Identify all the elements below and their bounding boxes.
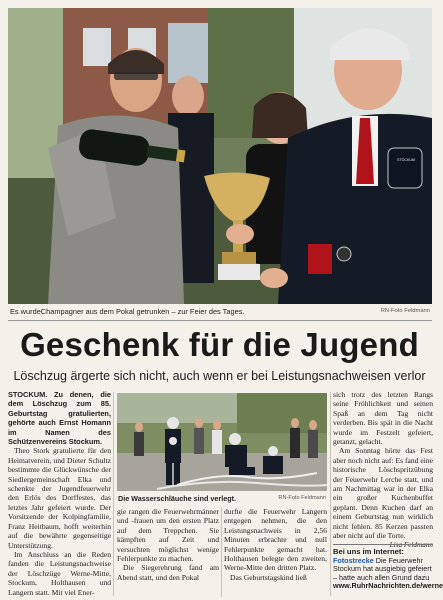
article-paragraph: gie rangen die Feuerwehrmänner und -frauen um den ersten Platz auf dem Treppchen. Sie kämpften auf Zeit und versuchten möglichst wenige Fehlerpunkte zu machen.: [117, 507, 219, 564]
article-headline: Geschenk für die Jugend: [20, 326, 419, 363]
article-column-4: [333, 390, 433, 549]
infobox-link-label[interactable]: Fotostrecke: [333, 555, 374, 565]
column-rule: [221, 507, 222, 597]
infobox-text: [333, 557, 433, 583]
column-rule: [113, 392, 114, 596]
caption-divider: [8, 320, 432, 321]
main-photo-illustration: [8, 8, 432, 304]
article-lead: STOCKUM. Zu denen, die dem Löschzug zum 85. Geburtstag gratulierten, gehörte auch Ernst Homann im Namen des Schützenvereins Stockum.: [8, 390, 111, 447]
infobox-description: Die Feuerwehr Stockum hat ausgiebig gefeiert – hatte auch allen Grund dazu: [333, 555, 432, 582]
hose-photo-illustration: [117, 393, 327, 491]
main-photo-caption: Es wurdeChampagner aus dem Pokal getrunken – zur Feier des Tages.: [10, 307, 245, 316]
infobox-url[interactable]: www.RuhrNachrichten.de/werne: [333, 581, 443, 591]
article-column-1: [8, 390, 111, 596]
article-subheadline: Löschzug ärgerte sich nicht, auch wenn er bei Leistungsnachweisen verlor: [13, 369, 426, 383]
article-paragraph: durfte die Feuerwehr Langern entgegen nehmen, die den Leistungsnachweis in 2,56 Minuten erbrachte und null Fehlerpunkte gemacht hat. Holthausen belegte den zweiten, Werne-Mitte den dritten Platz.: [224, 507, 327, 573]
article-paragraph: Im Anschluss an die Reden fanden die Leistungsnachweise der Löschzüge Werne-Mitte, Stockum, Holthausen und Langern statt. Mit viel Ener-: [8, 549, 111, 597]
hose-photo: [117, 393, 327, 491]
internet-infobox: [333, 544, 443, 599]
hose-photo-credit: RN-Foto Feldmann: [278, 495, 326, 501]
main-photo: [8, 8, 432, 304]
article-column-3: [224, 507, 327, 597]
column-rule: [330, 392, 331, 596]
hose-photo-caption: Die Wasserschläuche sind verlegt.: [118, 494, 236, 503]
uniform-badge: [394, 158, 418, 162]
article-column-2: [117, 507, 219, 597]
infobox-title: Bei uns im Internet:: [333, 547, 404, 556]
article-paragraph: Die Siegerehrung fand am Abend statt, und den Pokal: [117, 563, 219, 582]
article-paragraph: Das Geburtstagskind ließ: [230, 572, 307, 582]
main-photo-credit: RN-Foto Feldmann: [380, 308, 430, 314]
article-paragraph: Theo Stork gratulierte für den Heimatverein, und Dieter Schultz bestimmte die Glückwünsche der Siedlergemeinschaft Elka und schenkte der Jugendfeuerwehr den Erlös des Dorffestes, das letztes Jahr gefeiert wurde. Der Vorsitzende der Kolpingfamilie, Franz Heitbaum, hofft weiterhin auf die bewährte gegenseitige Unterstützung.: [8, 446, 111, 550]
article-paragraph: sich trotz des letzten Rangs seine Fröhlichkeit und seinen Spaß an dem Tag nicht verderben. Bis spät in die Nacht wurde im Festzelt gefeiert, getanzt, gelacht.: [333, 390, 433, 447]
main-photo-caption-row: [8, 306, 432, 318]
uniform-badge-text: STOCKUM: [397, 158, 415, 162]
hose-photo-caption-row: [118, 494, 326, 504]
article-paragraph: Am Sonntag hörte das Fest aber noch nicht auf: Es fand eine historische Löschspritzübung der Feuerwehr Lerche statt, und am Nachmittag war in der Elka ein großer Kuchenbuffet geplant. Denn Kuchen darf an einem Geburtstag nun wirklich nicht fehlen. 85 Kerzen passten aber nicht auf die Torte.: [333, 446, 433, 541]
author-signature: Lisa Feldmann: [389, 540, 433, 549]
